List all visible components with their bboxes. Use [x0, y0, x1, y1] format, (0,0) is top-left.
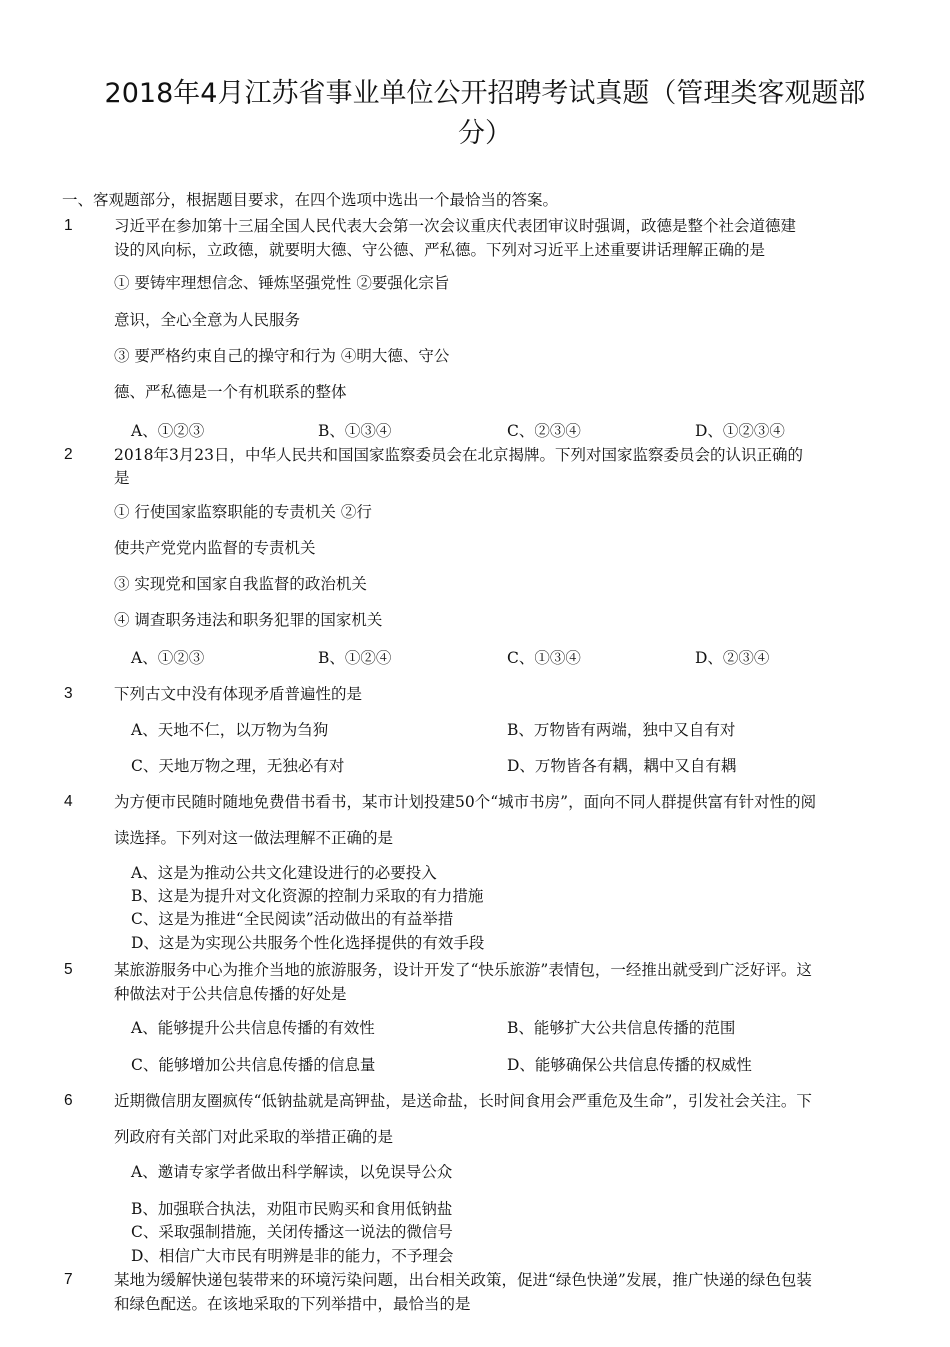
statement-line: ① 要铸牢理想信念、锤炼坚强党性 ②要强化宗旨 [114, 274, 450, 292]
option-b: B、万物皆有两端，独中又自有对 [507, 721, 736, 739]
statement-line: ③ 实现党和国家自我监督的政治机关 [114, 575, 367, 593]
question-number: 2 [64, 446, 73, 463]
option-d: D、相信广大市民有明辨是非的能力，不予理会 [131, 1247, 454, 1265]
statement-line: 德、严私德是一个有机联系的整体 [114, 383, 347, 401]
page-title-line-2: 分） [458, 118, 512, 149]
option-d: D、能够确保公共信息传播的权威性 [507, 1056, 752, 1074]
option-b: B、①③④ [318, 422, 392, 440]
question-stem-line: 下列古文中没有体现矛盾普遍性的是 [114, 685, 363, 703]
question-stem-line: 习近平在参加第十三届全国人民代表大会第一次会议重庆代表团审议时强调，政德是整个社会道德建 [114, 217, 797, 235]
option-a: A、能够提升公共信息传播的有效性 [131, 1019, 375, 1037]
option-b: B、①②④ [318, 649, 392, 667]
question-number: 5 [64, 961, 73, 978]
question-stem-line: 为方便市民随时随地免费借书看书，某市计划投建50个“城市书房”，面向不同人群提供富有针对性的阅 [114, 793, 817, 811]
question-stem-line: 近期微信朋友圈疯传“低钠盐就是高钾盐，是送命盐，长时间食用会严重危及生命”，引发社会关注。下 [114, 1092, 812, 1110]
option-c: C、这是为推进“全民阅读”活动做出的有益举措 [131, 910, 454, 928]
option-c: C、天地万物之理，无独必有对 [131, 757, 345, 775]
page-title-line-1: 2018年4月江苏省事业单位公开招聘考试真题（管理类客观题部 [104, 78, 866, 109]
question-stem-line: 和绿色配送。在该地采取的下列举措中，最恰当的是 [114, 1295, 471, 1313]
option-b: B、这是为提升对文化资源的控制力采取的有力措施 [131, 887, 484, 905]
option-a: A、天地不仁，以万物为刍狗 [131, 721, 329, 739]
option-c: C、能够增加公共信息传播的信息量 [131, 1056, 376, 1074]
option-c: C、②③④ [507, 422, 581, 440]
statement-line: ④ 调查职务违法和职务犯罪的国家机关 [114, 611, 383, 629]
option-c: C、①③④ [507, 649, 581, 667]
statement-line: ① 行使国家监察职能的专责机关 ②行 [114, 503, 372, 521]
statement-line: 使共产党党内监督的专责机关 [114, 539, 316, 557]
option-a: A、这是为推动公共文化建设进行的必要投入 [131, 864, 437, 882]
question-stem-line: 设的风向标，立政德，就要明大德、守公德、严私德。下列对习近平上述重要讲话理解正确的是 [114, 241, 766, 259]
question-stem-line: 某旅游服务中心为推介当地的旅游服务，设计开发了“快乐旅游”表情包，一经推出就受到广泛好评。这 [114, 961, 812, 979]
question-stem-line: 列政府有关部门对此采取的举措正确的是 [114, 1128, 394, 1146]
statement-line: ③ 要严格约束自己的操守和行为 ④明大德、守公 [114, 347, 450, 365]
statement-line: 意识，全心全意为人民服务 [114, 311, 301, 329]
option-a: A、邀请专家学者做出科学解读，以免误导公众 [131, 1163, 453, 1181]
option-c: C、采取强制措施，关闭传播这一说法的微信号 [131, 1223, 453, 1241]
question-number: 7 [64, 1271, 73, 1288]
question-number: 6 [64, 1092, 73, 1109]
question-stem-line: 种做法对于公共信息传播的好处是 [114, 985, 347, 1003]
option-d: D、①②③④ [695, 422, 785, 440]
page-title [60, 76, 910, 152]
section-intro: 一、客观题部分，根据题目要求，在四个选项中选出一个最恰当的答案。 [62, 191, 559, 209]
option-b: B、能够扩大公共信息传播的范围 [507, 1019, 736, 1037]
option-a: A、①②③ [131, 649, 205, 667]
question-number: 1 [64, 217, 73, 234]
question-stem-line: 某地为缓解快递包装带来的环境污染问题，出台相关政策，促进“绿色快递”发展，推广快递的绿色包装 [114, 1271, 812, 1289]
option-b: B、加强联合执法，劝阻市民购买和食用低钠盐 [131, 1200, 453, 1218]
option-d: D、②③④ [695, 649, 770, 667]
question-number: 3 [64, 685, 73, 702]
question-number: 4 [64, 793, 73, 810]
option-d: D、万物皆各有耦，耦中又自有耦 [507, 757, 737, 775]
option-d: D、这是为实现公共服务个性化选择提供的有效手段 [131, 934, 485, 952]
option-a: A、①②③ [131, 422, 205, 440]
question-stem-line: 是 [114, 469, 130, 487]
question-stem-line: 读选择。下列对这一做法理解不正确的是 [114, 829, 394, 847]
question-stem-line: 2018年3月23日，中华人民共和国国家监察委员会在北京揭牌。下列对国家监察委员会的认识正确的 [114, 446, 804, 464]
